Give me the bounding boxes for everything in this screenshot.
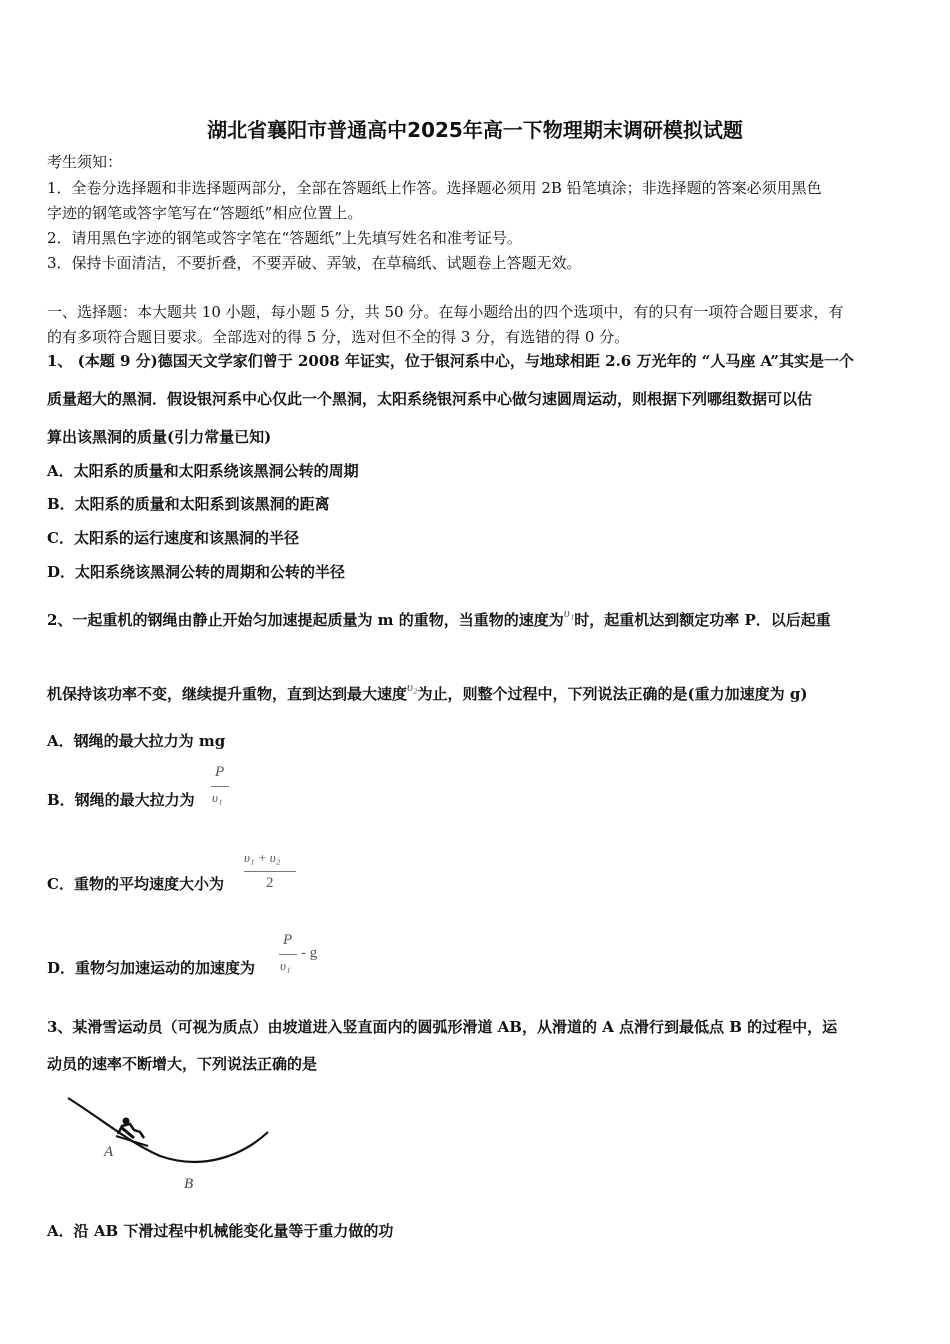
notice-item-1-line-1: 1．全卷分选择题和非选择题两部分，全部在答题纸上作答。选择题必须用 2B 铅笔填涂；非选择题的答案必须用黑色 <box>47 179 822 197</box>
exam-title: 湖北省襄阳市普通高中2025年高一下物理期末调研模拟试题 <box>207 118 743 142</box>
fraction-denominator: 2 <box>266 875 274 891</box>
point-a-label: A <box>104 1144 114 1160</box>
notice-heading: 考生须知： <box>47 153 123 171</box>
q2-stem-line-1-part-a: 2、一起重机的钢绳由静止开始匀加速提起质量为 m 的重物，当重物的速度为 <box>47 611 564 629</box>
q3-stem-line-2: 动员的速率不断增大，下列说法正确的是 <box>47 1055 318 1073</box>
fraction-bar <box>211 786 229 787</box>
q1-stem-line-2: 质量超大的黑洞．假设银河系中心仅此一个黑洞，太阳系绕银河系中心做匀速圆周运动，则根据下列哪组数据可以估 <box>47 390 813 408</box>
fraction-numerator: P <box>215 764 225 780</box>
q1-option-b: B．太阳系的质量和太阳系到该黑洞的距离 <box>47 495 330 513</box>
notice-item-3: 3．保持卡面清洁，不要折叠，不要弄破、弄皱，在草稿纸、试题卷上答题无效。 <box>47 254 582 272</box>
ski-track-figure <box>60 1088 280 1198</box>
v1-symbol: υ₁ <box>563 605 575 620</box>
q1-option-d: D．太阳系绕该黑洞公转的周期和公转的半径 <box>47 563 346 581</box>
fraction-bar <box>279 954 297 955</box>
point-b-label: B <box>184 1176 194 1192</box>
q1-stem-line-3: 算出该黑洞的质量(引力常量已知) <box>47 428 272 446</box>
minus-g-term: - g <box>301 945 318 961</box>
q2-stem-line-2-part-b: 为止，则整个过程中，下列说法正确的是(重力加速度为 g) <box>417 685 808 703</box>
q1-stem-line-1: 1、 (本题 9 分)德国天文学家们曾于 2008 年证实，位于银河系中心，与地球相距 2.6 万光年的 “人马座 A”其实是一个 <box>47 352 855 370</box>
q2-option-c: C．重物的平均速度大小为 <box>47 875 224 893</box>
q2-option-b: B．钢绳的最大拉力为 <box>47 791 195 809</box>
q1-option-c: C．太阳系的运行速度和该黑洞的半径 <box>47 529 299 547</box>
q2-stem-line-2 <box>47 679 808 705</box>
fraction-numerator: P <box>283 932 293 948</box>
q2-option-d: D．重物匀加速运动的加速度为 <box>47 959 256 977</box>
q1-option-a: A．太阳系的质量和太阳系绕该黑洞公转的周期 <box>47 462 359 480</box>
v2-symbol: υ₂ <box>407 679 418 694</box>
q2-stem-line-2-part-a: 机保持该功率不变，继续提升重物，直到达到最大速度 <box>47 685 408 703</box>
arc-track <box>68 1098 268 1162</box>
fraction-denominator: υ₁ <box>280 958 291 973</box>
q3-stem-line-1: 3、某滑雪运动员（可视为质点）由坡道进入竖直面内的圆弧形滑道 AB，从滑道的 A 点滑行到最低点 B 的过程中，运 <box>47 1018 838 1036</box>
q3-option-a: A．沿 AB 下滑过程中机械能变化量等于重力做的功 <box>47 1222 394 1240</box>
q2-stem-line-1 <box>47 605 831 631</box>
fraction-bar <box>244 871 296 872</box>
notice-item-1-line-2: 字迹的钢笔或答字笔写在“答题纸”相应位置上。 <box>47 204 363 222</box>
section-intro-line-2: 的有多项符合题目要求。全部选对的得 5 分，选对但不全的得 3 分，有选错的得 0 分。 <box>47 328 630 346</box>
section-intro-line-1: 一、选择题：本大题共 10 小题，每小题 5 分，共 50 分。在每小题给出的四个选项中，有的只有一项符合题目要求，有 <box>47 303 844 321</box>
q2-option-a: A．钢绳的最大拉力为 mg <box>47 732 226 750</box>
fraction-denominator: υ₁ <box>212 790 223 805</box>
skier-icon <box>116 1118 148 1147</box>
fraction-numerator: υ₁ + υ₂ <box>244 850 281 865</box>
notice-item-2: 2．请用黑色字迹的钢笔或答字笔在“答题纸”上先填写姓名和准考证号。 <box>47 229 522 247</box>
q2-stem-line-1-part-b: 时，起重机达到额定功率 P．以后起重 <box>574 611 831 629</box>
